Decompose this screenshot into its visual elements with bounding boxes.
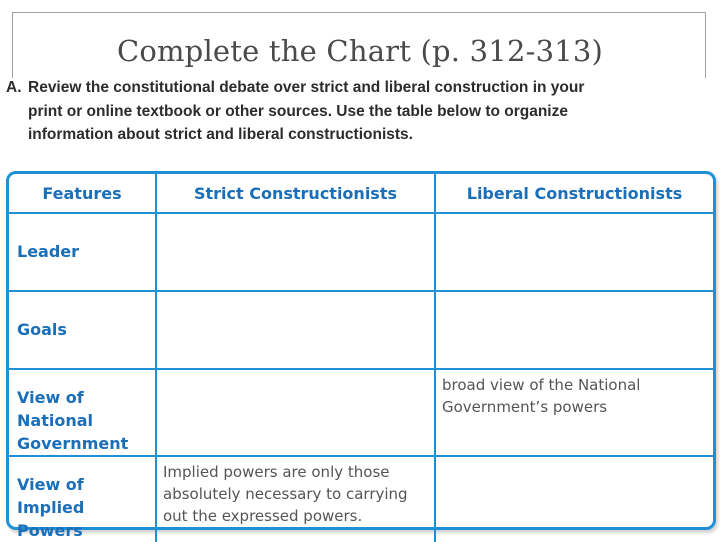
instructions-marker: A. (6, 79, 22, 96)
table-row (9, 291, 713, 369)
cell-liberal-goals[interactable] (435, 291, 713, 369)
organizer-table (6, 171, 716, 540)
row-label-national-government: View of National Government (9, 369, 156, 456)
instructions-text: Review the constitutional debate over strict and liberal construction in your print or online textbook or other sources. Use the table below to organize information about strict and liberal constructionists. (28, 79, 585, 143)
cell-liberal-leader[interactable] (435, 213, 713, 291)
table-row (9, 369, 713, 456)
organizer-grid (9, 174, 713, 542)
cell-strict-leader[interactable] (156, 213, 435, 291)
row-label-goals: Goals (9, 291, 156, 369)
row-label-leader: Leader (9, 213, 156, 291)
cell-strict-implied-powers[interactable]: Implied powers are only those absolutely necessary to carrying out the expressed powers. (156, 456, 435, 542)
cell-liberal-national-government[interactable]: broad view of the National Government’s powers (435, 369, 713, 456)
instructions (6, 76, 616, 147)
table-header-row (9, 174, 713, 213)
header-liberal: Liberal Constructionists (435, 174, 713, 213)
cell-liberal-implied-powers[interactable] (435, 456, 713, 542)
table-row (9, 456, 713, 542)
cell-strict-national-government[interactable] (156, 369, 435, 456)
header-features: Features (9, 174, 156, 213)
row-label-implied-powers: View of Implied Powers (9, 456, 156, 542)
cell-strict-goals[interactable] (156, 291, 435, 369)
header-strict: Strict Constructionists (156, 174, 435, 213)
table-row (9, 213, 713, 291)
slide-title: Complete the Chart (p. 312-313) (116, 34, 604, 68)
